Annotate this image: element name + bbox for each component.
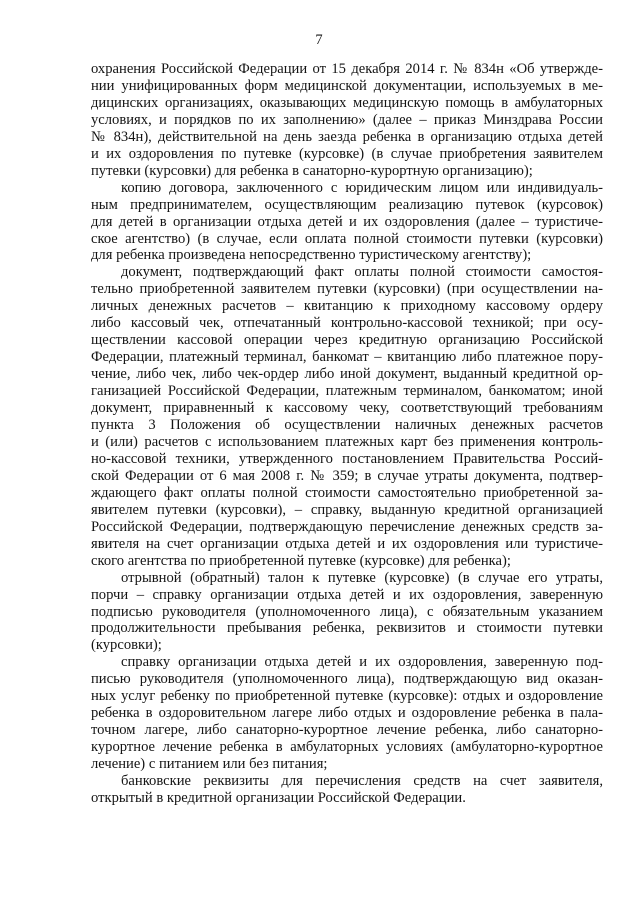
text-line: точном лагере, либо санаторно-курортное лечение ребенка, либо санаторно-: [91, 722, 603, 739]
text-line: справку организации отдыха детей и их оздоровления, заверенную под-: [121, 654, 603, 671]
text-line: и (или) расчетов с использованием платежных карт без применения контроль-: [91, 433, 603, 450]
text-line: документ, приравненный к кассовому чеку, соответствующий требованиям: [91, 400, 603, 417]
text-line: либо кассовый чек, отпечатанный контрольно-кассовой техникой; при осу-: [91, 315, 603, 332]
text-line: личных денежных расчетов – квитанцию к приходному кассовому ордеру: [91, 298, 603, 315]
text-line: ществлении кассовой операции через кредитную организацию Российской: [91, 332, 603, 349]
paragraph-contract-copy: [91, 180, 603, 265]
text-line: лечение) с питанием или без питания;: [91, 756, 328, 773]
paragraph-continuation: [91, 61, 603, 180]
text-line: ребенка в оздоровительном лагере либо отдых и оздоровление ребенка в пала-: [91, 705, 603, 722]
text-line: ского агентства по приобретенной путевке (курсовке) для ребенка);: [91, 552, 511, 569]
text-line: документ, подтверждающий факт оплаты полной стоимости самостоя-: [121, 264, 603, 281]
text-line: дицинских организациях, оказывающих медицинскую помощь в амбулаторных: [91, 94, 603, 111]
document-body: [91, 61, 603, 807]
paragraph-payment-document: [91, 264, 603, 569]
text-line: охранения Российской Федерации от 15 декабря 2014 г. № 834н «Об утвержде-: [91, 61, 603, 77]
text-line: отрывной (обратный) талон к путевке (курсовке) (в случае его утраты,: [121, 569, 603, 586]
text-line: банковские реквизиты для перечисления средств на счет заявителя,: [121, 773, 603, 790]
text-line: курортное лечение ребенка в амбулаторных условиях (амбулаторно-курортное: [91, 739, 603, 756]
text-line: порчи – справку организации отдыха детей и их оздоровления, заверенную: [91, 586, 603, 603]
text-line: продолжительности пребывания ребенка, реквизитов и стоимости путевки: [91, 620, 603, 637]
text-line: для ребенка произведена непосредственно туристическому агентству);: [91, 247, 532, 264]
paragraph-bank-details: [91, 773, 603, 807]
text-line: открытый в кредитной организации Российской Федерации.: [91, 789, 466, 806]
text-line: путевки (курсовки) для ребенка в санаторно-курортную организацию);: [91, 162, 533, 179]
text-line: писью руководителя (уполномоченного лица), подтверждающую вид оказан-: [91, 671, 603, 688]
text-line: ское агентство) (в случае, если оплата полной стоимости путевки (курсовки): [91, 230, 603, 247]
text-line: и их оздоровления по путевке (курсовке) (в случае приобретения заявителем: [91, 145, 603, 162]
text-line: ганизацией Российской Федерации, платежным терминалом, банкоматом; иной: [91, 383, 603, 400]
text-line: ных услуг ребенку по приобретенной путевке (курсовке): отдых и оздоровление: [91, 688, 603, 705]
paragraph-services-certificate: [91, 654, 603, 773]
text-line: копию договора, заключенного с юридическим лицом или индивидуаль-: [121, 179, 603, 196]
text-line: Федерации, платежный терминал, банкомат – квитанцию либо платежное пору-: [91, 349, 603, 366]
text-line: ждающего факт оплаты полной стоимости самостоятельно приобретенной за-: [91, 484, 603, 501]
text-line: № 834н), действительной на день заезда ребенка в организацию отдыха детей: [91, 128, 603, 145]
paragraph-return-coupon: [91, 570, 603, 655]
text-line: тельно приобретенной заявителем путевки (курсовки) (при осуществлении на-: [91, 281, 603, 298]
text-line: пункта 3 Положения об осуществлении наличных денежных расчетов: [91, 417, 603, 434]
text-line: подписью руководителя (уполномоченного лица), с обязательным указанием: [91, 603, 603, 620]
text-line: но-кассовой техники, утвержденного постановлением Правительства Россий-: [91, 450, 603, 467]
text-line: условиях, и порядков по их заполнению» (далее – приказ Минздрава России: [91, 111, 603, 128]
text-line: ской Федерации от 6 мая 2008 г. № 359; в случае утраты документа, подтвер-: [91, 467, 603, 484]
text-line: (курсовки);: [91, 637, 162, 654]
page-number: 7: [315, 32, 323, 48]
text-line: ным предпринимателем, осуществляющим реализацию путевок (курсовок): [91, 196, 603, 213]
text-line: чение, либо чек, либо чек-ордер либо иной документ, выданный кредитной ор-: [91, 366, 603, 383]
text-line: явителя на счет организации отдыха детей и их оздоровления или туристиче-: [91, 535, 603, 552]
text-line: Российской Федерации, подтверждающую перечисление денежных средств за-: [91, 518, 603, 535]
text-line: для детей в организации отдыха детей и их оздоровления (далее – туристиче-: [91, 213, 603, 230]
text-line: нии унифицированных форм медицинской документации, используемых в ме-: [91, 77, 603, 94]
text-line: явителем путевки (курсовки), – справку, выданную кредитной организацией: [91, 501, 603, 518]
